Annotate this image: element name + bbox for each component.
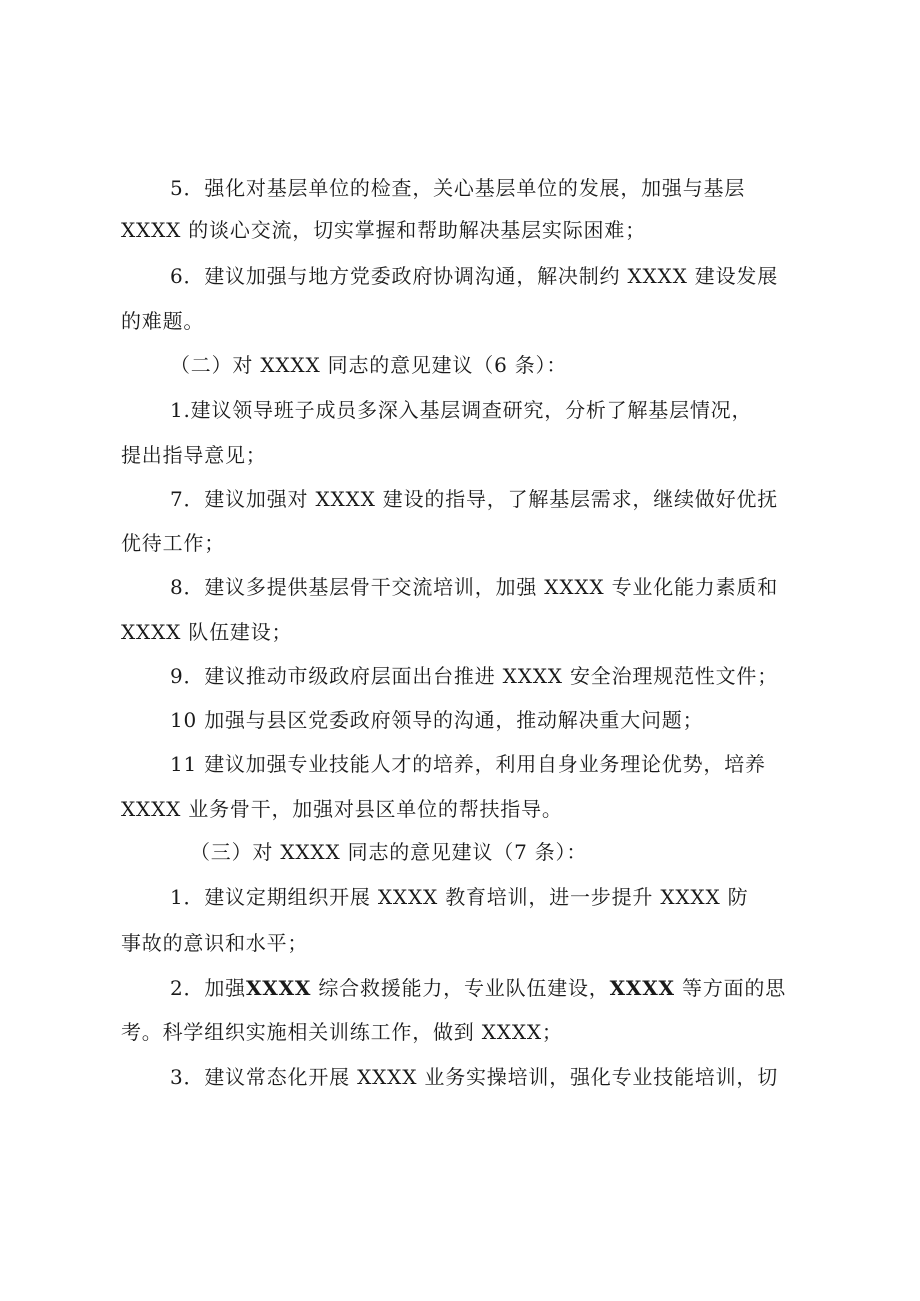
paragraph-line: 3．建议常态化开展 XXXX 业务实操培训，强化专业技能培训，切 <box>170 1065 778 1089</box>
paragraph-line: 9．建议推动市级政府层面出台推进 XXXX 安全治理规范性文件； <box>170 664 778 688</box>
paragraph-line: 1.建议领导班子成员多深入基层调查研究，分析了解基层情况， <box>170 398 753 422</box>
paragraph-line: 5．强化对基层单位的检查，关心基层单位的发展，加强与基层 <box>170 176 746 200</box>
section-heading: （三）对 XXXX 同志的意见建议（7 条）： <box>190 840 588 864</box>
bold-text-run: XXXX <box>609 976 675 1000</box>
paragraph-line: 优待工作； <box>121 531 225 555</box>
paragraph-line: 10 加强与县区党委政府领导的沟通，推动解决重大问题； <box>170 708 704 732</box>
paragraph-line: 7．建议加强对 XXXX 建设的指导，了解基层需求，继续做好优抚 <box>170 487 778 511</box>
paragraph-line: XXXX 业务骨干，加强对县区单位的帮扶指导。 <box>121 797 563 821</box>
paragraph-line: XXXX 的谈心交流，切实掌握和帮助解决基层实际困难； <box>121 218 646 242</box>
paragraph-line: 考。科学组织实施相关训练工作，做到 XXXX； <box>121 1020 563 1044</box>
text-run: 2．加强 <box>170 976 246 1000</box>
text-run: 等方面的思 <box>674 976 787 1000</box>
paragraph-line: 的难题。 <box>121 309 205 333</box>
paragraph-line: 提出指导意见； <box>121 443 267 467</box>
text-run: 综合救援能力，专业队伍建设， <box>311 976 610 1000</box>
paragraph-line <box>170 976 786 1000</box>
paragraph-line: 事故的意识和水平； <box>121 931 309 955</box>
paragraph-line: 6．建议加强与地方党委政府协调沟通，解决制约 XXXX 建设发展 <box>170 264 778 288</box>
paragraph-line: 8．建议多提供基层骨干交流培训，加强 XXXX 专业化能力素质和 <box>170 575 778 599</box>
section-heading: （二）对 XXXX 同志的意见建议（6 条）： <box>170 353 568 377</box>
paragraph-line: 11 建议加强专业技能人才的培养，利用自身业务理论优势，培养 <box>170 752 766 776</box>
bold-text-run: XXXX <box>245 976 312 1000</box>
paragraph-line: XXXX 队伍建设； <box>121 620 293 644</box>
paragraph-line: 1．建议定期组织开展 XXXX 教育培训，进一步提升 XXXX 防 <box>170 885 749 909</box>
